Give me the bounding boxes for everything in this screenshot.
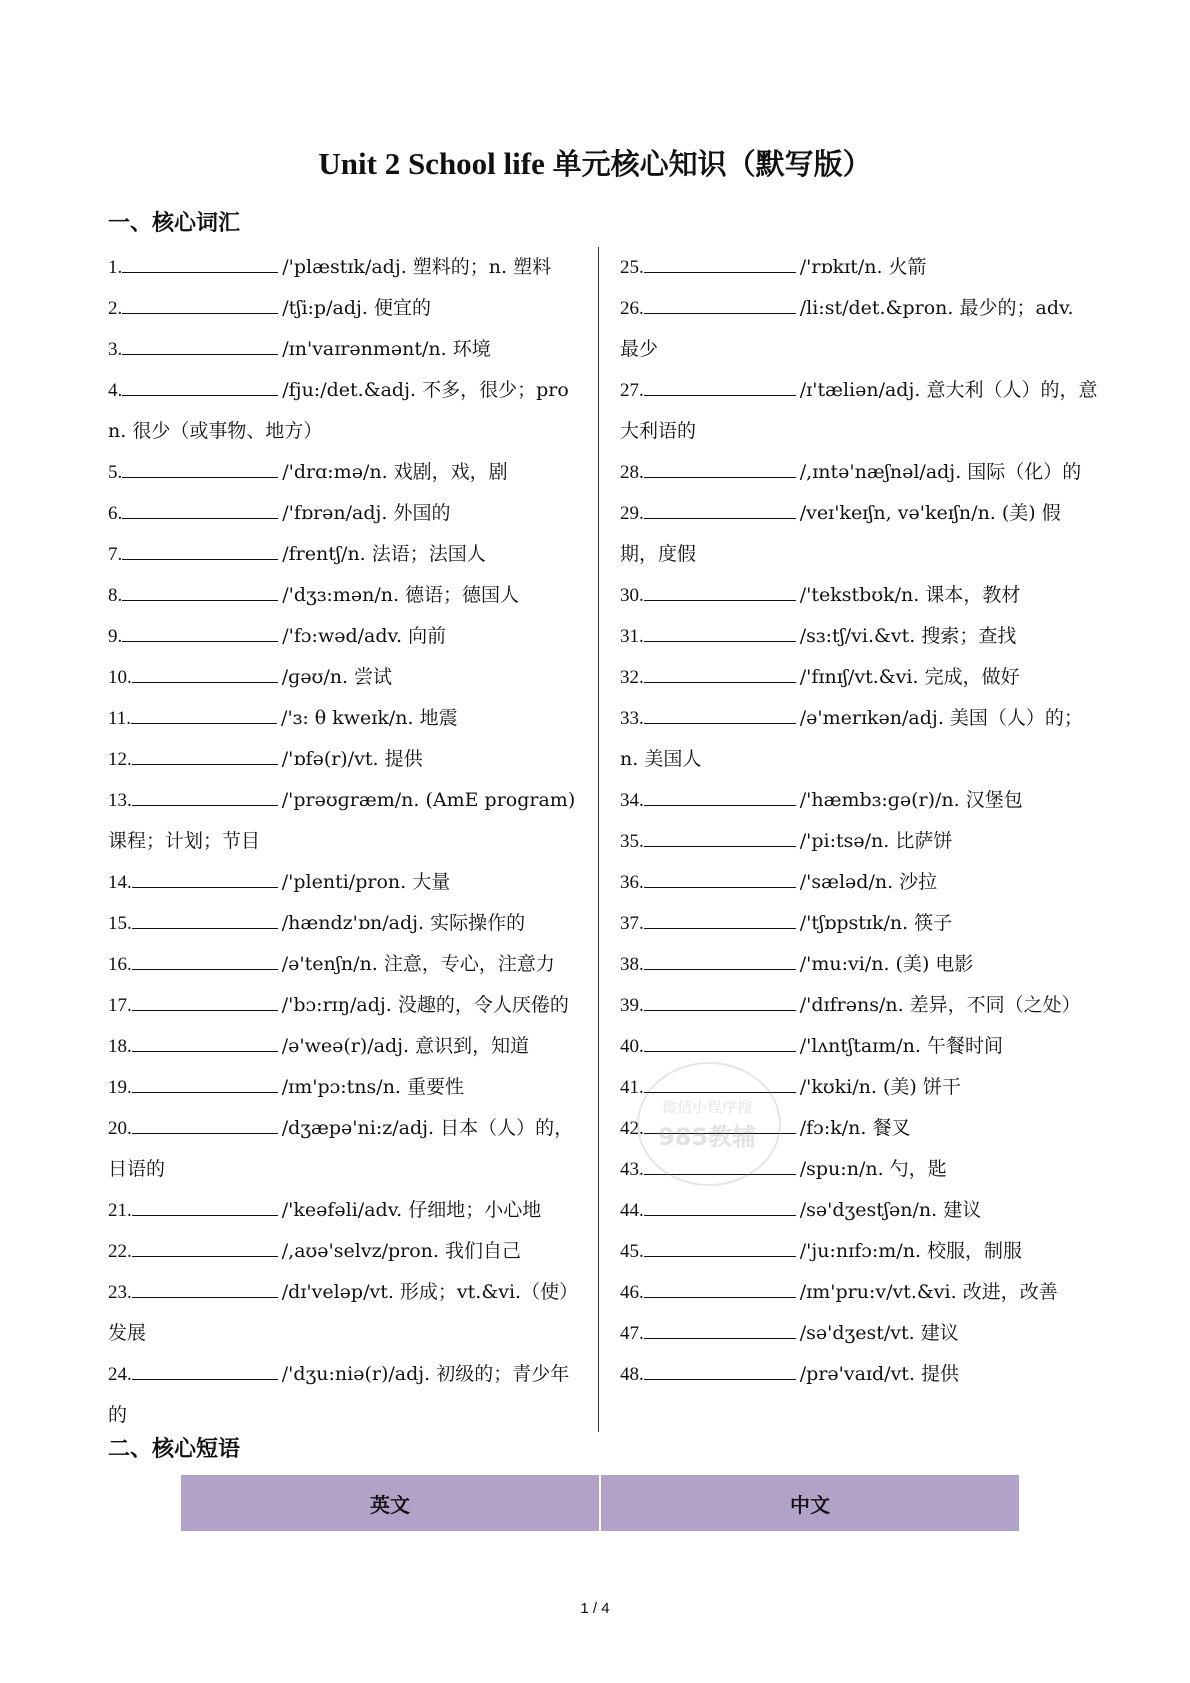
vocab-entry bbox=[620, 247, 1098, 288]
vocab-entry bbox=[108, 657, 580, 698]
vocab-entry bbox=[108, 329, 580, 370]
vocab-number: 24. bbox=[108, 1364, 132, 1385]
vocab-number: 17. bbox=[108, 995, 132, 1016]
vocab-definition: /'prəʊɡræm/n. (AmE program) 课程；计划；节目 bbox=[108, 789, 576, 852]
vocab-definition: /'keəfəli/adv. 仔细地；小心地 bbox=[281, 1199, 542, 1221]
vocab-entry bbox=[108, 780, 580, 862]
watermark-line1: 微信小程序搜 bbox=[661, 1098, 752, 1116]
answer-blank[interactable] bbox=[644, 271, 796, 273]
vocab-entry bbox=[108, 903, 580, 944]
vocab-definition: /,aʊə'selvz/pron. 我们自己 bbox=[281, 1240, 521, 1262]
answer-blank[interactable] bbox=[644, 886, 796, 888]
answer-blank[interactable] bbox=[644, 1173, 796, 1175]
answer-blank[interactable] bbox=[132, 804, 278, 806]
vocab-entry bbox=[108, 739, 580, 780]
answer-blank[interactable] bbox=[122, 394, 278, 396]
answer-blank[interactable] bbox=[644, 1132, 796, 1134]
vocab-definition: /'tʃɒpstɪk/n. 筷子 bbox=[799, 912, 953, 934]
vocab-entry bbox=[108, 370, 580, 452]
vocab-entry bbox=[108, 534, 580, 575]
column-divider bbox=[598, 247, 599, 1432]
vocab-definition: /fɔ:k/n. 餐叉 bbox=[799, 1117, 911, 1139]
vocab-definition: /ə'weə(r)/adj. 意识到，知道 bbox=[281, 1035, 530, 1057]
vocab-entry bbox=[620, 288, 1098, 370]
vocab-definition: /ɡəʊ/n. 尝试 bbox=[281, 666, 393, 688]
vocab-number: 41. bbox=[620, 1077, 644, 1098]
vocab-definition: /fju:/det.&adj. 不多，很少；pron. 很少（或事物、地方） bbox=[108, 379, 569, 442]
answer-blank[interactable] bbox=[122, 353, 278, 355]
vocab-definition: /'fɪnɪʃ/vt.&vi. 完成，做好 bbox=[799, 666, 1020, 688]
vocab-number: 21. bbox=[108, 1200, 132, 1221]
answer-blank[interactable] bbox=[122, 271, 278, 273]
vocab-number: 33. bbox=[620, 708, 644, 729]
answer-blank[interactable] bbox=[644, 968, 796, 970]
vocab-definition: /'ɒfə(r)/vt. 提供 bbox=[281, 748, 423, 770]
vocab-entry bbox=[620, 1354, 1098, 1395]
vocab-definition: /prə'vaɪd/vt. 提供 bbox=[799, 1363, 960, 1385]
vocab-entry bbox=[108, 1108, 580, 1190]
vocab-number: 39. bbox=[620, 995, 644, 1016]
vocab-definition: /ɪm'pru:v/vt.&vi. 改进，改善 bbox=[799, 1281, 1058, 1303]
vocab-number: 28. bbox=[620, 462, 644, 483]
answer-blank[interactable] bbox=[122, 476, 278, 478]
vocab-entry bbox=[620, 452, 1098, 493]
vocab-number: 5. bbox=[108, 462, 123, 483]
vocab-entry bbox=[108, 452, 580, 493]
answer-blank[interactable] bbox=[644, 1009, 796, 1011]
answer-blank[interactable] bbox=[132, 1050, 278, 1052]
vocabulary-columns bbox=[108, 247, 1098, 1432]
answer-blank[interactable] bbox=[644, 1337, 796, 1339]
vocab-entry bbox=[108, 944, 580, 985]
answer-blank[interactable] bbox=[644, 1050, 796, 1052]
vocab-definition: /'bɔ:rɪŋ/adj. 没趣的，令人厌倦的 bbox=[281, 994, 569, 1016]
vocab-number: 43. bbox=[620, 1159, 644, 1180]
answer-blank[interactable] bbox=[132, 1214, 278, 1216]
vocab-number: 9. bbox=[108, 626, 123, 647]
answer-blank[interactable] bbox=[132, 1255, 278, 1257]
vocab-number: 18. bbox=[108, 1036, 132, 1057]
answer-blank[interactable] bbox=[122, 517, 278, 519]
vocab-number: 44. bbox=[620, 1200, 644, 1221]
answer-blank[interactable] bbox=[644, 1296, 796, 1298]
vocab-definition: /'dɪfrəns/n. 差异，不同（之处） bbox=[799, 994, 1081, 1016]
answer-blank[interactable] bbox=[644, 394, 796, 396]
answer-blank[interactable] bbox=[644, 927, 796, 929]
answer-blank[interactable] bbox=[644, 1214, 796, 1216]
vocab-entry bbox=[620, 1067, 1098, 1108]
answer-blank[interactable] bbox=[131, 722, 277, 724]
vocab-entry bbox=[108, 493, 580, 534]
vocab-definition: /'kʊki/n. (美) 饼干 bbox=[799, 1076, 961, 1098]
vocab-definition: /'rɒkɪt/n. 火箭 bbox=[799, 256, 927, 278]
vocab-entry bbox=[620, 985, 1098, 1026]
vocab-entry bbox=[108, 288, 580, 329]
answer-blank[interactable] bbox=[132, 763, 278, 765]
vocab-definition: /,ɪntə'næʃnəl/adj. 国际（化）的 bbox=[799, 461, 1082, 483]
vocab-definition: /tʃi:p/adj. 便宜的 bbox=[282, 297, 431, 319]
vocab-number: 48. bbox=[620, 1364, 644, 1385]
answer-blank[interactable] bbox=[132, 1296, 278, 1298]
vocab-entry bbox=[108, 1231, 580, 1272]
vocab-number: 14. bbox=[108, 872, 132, 893]
vocab-definition: /dɪ'veləp/vt. 形成；vt.&vi.（使）发展 bbox=[108, 1281, 579, 1344]
answer-blank[interactable] bbox=[644, 804, 796, 806]
vocab-number: 29. bbox=[620, 503, 644, 524]
vocab-entry bbox=[620, 1231, 1098, 1272]
vocab-number: 20. bbox=[108, 1118, 132, 1139]
vocab-definition: /ɪn'vaɪrənmənt/n. 环境 bbox=[282, 338, 491, 360]
vocab-definition: /spu:n/n. 勺，匙 bbox=[799, 1158, 947, 1180]
vocab-number: 13. bbox=[108, 790, 132, 811]
vocab-entry bbox=[108, 1354, 580, 1436]
vocab-number: 30. bbox=[620, 585, 644, 606]
section-heading-phrases: 二、核心短语 bbox=[108, 1437, 241, 1462]
vocab-entry bbox=[620, 903, 1098, 944]
watermark-line2: 985教辅 bbox=[657, 1123, 757, 1151]
vocab-definition: /ə'tenʃn/n. 注意，专心，注意力 bbox=[281, 953, 555, 975]
vocab-definition: /'plæstɪk/adj. 塑料的；n. 塑料 bbox=[282, 256, 552, 278]
table-header-english: 英文 bbox=[181, 1475, 599, 1531]
vocab-entry bbox=[108, 1067, 580, 1108]
vocab-entry bbox=[620, 1149, 1098, 1190]
vocab-number: 10. bbox=[108, 667, 132, 688]
vocab-number: 25. bbox=[620, 257, 644, 278]
answer-blank[interactable] bbox=[132, 681, 278, 683]
vocab-definition: /dʒæpə'ni:z/adj. 日本（人）的，日语的 bbox=[108, 1117, 574, 1180]
vocab-number: 3. bbox=[108, 339, 123, 360]
vocab-definition: /ɪm'pɔ:tns/n. 重要性 bbox=[281, 1076, 465, 1098]
vocabulary-right-column bbox=[620, 247, 1098, 1395]
vocab-entry bbox=[108, 1272, 580, 1354]
answer-blank[interactable] bbox=[132, 886, 278, 888]
vocab-number: 42. bbox=[620, 1118, 644, 1139]
vocab-entry bbox=[108, 862, 580, 903]
vocab-number: 36. bbox=[620, 872, 644, 893]
vocab-definition: /sɜ:tʃ/vi.&vt. 搜索；查找 bbox=[799, 625, 1017, 647]
vocab-number: 47. bbox=[620, 1323, 644, 1344]
title-cn: 单元核心知识（默写版） bbox=[552, 147, 872, 181]
vocab-number: 4. bbox=[108, 380, 123, 401]
vocab-definition: /'plenti/pron. 大量 bbox=[281, 871, 451, 893]
vocab-entry bbox=[108, 985, 580, 1026]
vocab-entry bbox=[108, 247, 580, 288]
vocab-definition: /'tekstbʊk/n. 课本，教材 bbox=[799, 584, 1021, 606]
vocab-definition: /'lʌntʃtaɪm/n. 午餐时间 bbox=[799, 1035, 1003, 1057]
vocab-number: 40. bbox=[620, 1036, 644, 1057]
answer-blank[interactable] bbox=[122, 558, 278, 560]
page-title bbox=[0, 142, 1190, 183]
vocab-definition: /'fɒrən/adj. 外国的 bbox=[282, 502, 451, 524]
answer-blank[interactable] bbox=[644, 640, 796, 642]
vocab-number: 45. bbox=[620, 1241, 644, 1262]
vocab-definition: /sə'dʒest/vt. 建议 bbox=[799, 1322, 959, 1344]
vocab-definition: /li:st/det.&pron. 最少的；adv. 最少 bbox=[620, 297, 1074, 360]
vocab-entry bbox=[108, 1026, 580, 1067]
answer-blank[interactable] bbox=[644, 722, 796, 724]
answer-blank[interactable] bbox=[644, 476, 796, 478]
answer-blank[interactable] bbox=[132, 1378, 278, 1380]
vocab-entry bbox=[620, 370, 1098, 452]
vocab-number: 12. bbox=[108, 749, 132, 770]
vocab-definition: /'dʒɜ:mən/n. 德语；德国人 bbox=[282, 584, 520, 606]
vocab-definition: /'sæləd/n. 沙拉 bbox=[799, 871, 938, 893]
vocab-entry bbox=[620, 1026, 1098, 1067]
vocab-definition: /sə'dʒestʃən/n. 建议 bbox=[799, 1199, 982, 1221]
vocab-number: 38. bbox=[620, 954, 644, 975]
vocab-number: 37. bbox=[620, 913, 644, 934]
vocab-entry bbox=[620, 1108, 1098, 1149]
vocab-number: 7. bbox=[108, 544, 123, 565]
vocab-number: 34. bbox=[620, 790, 644, 811]
vocab-entry bbox=[620, 657, 1098, 698]
vocab-entry bbox=[620, 862, 1098, 903]
vocab-number: 23. bbox=[108, 1282, 132, 1303]
vocab-number: 16. bbox=[108, 954, 132, 975]
vocab-entry bbox=[620, 780, 1098, 821]
vocab-number: 2. bbox=[108, 298, 123, 319]
vocab-number: 1. bbox=[108, 257, 123, 278]
vocab-number: 35. bbox=[620, 831, 644, 852]
answer-blank[interactable] bbox=[644, 312, 796, 314]
answer-blank[interactable] bbox=[644, 1255, 796, 1257]
answer-blank[interactable] bbox=[644, 845, 796, 847]
answer-blank[interactable] bbox=[132, 1132, 278, 1134]
answer-blank[interactable] bbox=[644, 681, 796, 683]
section-heading-vocabulary: 一、核心词汇 bbox=[108, 211, 241, 236]
vocab-entry bbox=[620, 1190, 1098, 1231]
vocab-entry bbox=[108, 698, 580, 739]
vocab-definition: /ɪ'tæliən/adj. 意大利（人）的，意大利语的 bbox=[620, 379, 1098, 442]
vocab-definition: /'fɔ:wəd/adv. 向前 bbox=[282, 625, 447, 647]
vocab-entry bbox=[620, 944, 1098, 985]
vocab-number: 22. bbox=[108, 1241, 132, 1262]
vocab-definition: /'ju:nɪfɔ:m/n. 校服，制服 bbox=[799, 1240, 1023, 1262]
vocab-definition: /hændz'ɒn/adj. 实际操作的 bbox=[281, 912, 526, 934]
vocab-entry bbox=[108, 1190, 580, 1231]
answer-blank[interactable] bbox=[122, 312, 278, 314]
vocab-entry bbox=[108, 616, 580, 657]
answer-blank[interactable] bbox=[122, 599, 278, 601]
vocab-entry bbox=[620, 575, 1098, 616]
vocab-definition: /veɪ'keɪʃn, və'keɪʃn/n. (美) 假期，度假 bbox=[620, 502, 1061, 565]
vocab-number: 46. bbox=[620, 1282, 644, 1303]
answer-blank[interactable] bbox=[132, 968, 278, 970]
vocab-number: 15. bbox=[108, 913, 132, 934]
table-header-chinese: 中文 bbox=[599, 1475, 1019, 1531]
vocab-entry bbox=[620, 1272, 1098, 1313]
vocab-definition: /'drɑ:mə/n. 戏剧，戏，剧 bbox=[282, 461, 508, 483]
vocab-number: 19. bbox=[108, 1077, 132, 1098]
vocabulary-left-column bbox=[108, 247, 580, 1436]
vocab-number: 26. bbox=[620, 298, 644, 319]
vocab-entry bbox=[620, 698, 1098, 780]
vocab-definition: /'mu:vi/n. (美) 电影 bbox=[799, 953, 974, 975]
vocab-number: 27. bbox=[620, 380, 644, 401]
answer-blank[interactable] bbox=[132, 1009, 278, 1011]
answer-blank[interactable] bbox=[132, 927, 278, 929]
answer-blank[interactable] bbox=[644, 517, 796, 519]
vocab-number: 11. bbox=[108, 708, 132, 729]
vocab-number: 8. bbox=[108, 585, 123, 606]
answer-blank[interactable] bbox=[644, 1378, 796, 1380]
vocab-definition: /'pi:tsə/n. 比萨饼 bbox=[799, 830, 953, 852]
answer-blank[interactable] bbox=[122, 640, 278, 642]
vocab-number: 6. bbox=[108, 503, 123, 524]
vocab-definition: /'dʒu:niə(r)/adj. 初级的；青少年的 bbox=[108, 1363, 570, 1426]
phrases-table-header bbox=[181, 1475, 1019, 1531]
vocab-entry bbox=[620, 821, 1098, 862]
vocab-entry bbox=[620, 616, 1098, 657]
vocab-entry bbox=[620, 1313, 1098, 1354]
vocab-entry bbox=[108, 575, 580, 616]
vocab-definition: /frentʃ/n. 法语；法国人 bbox=[282, 543, 486, 565]
answer-blank[interactable] bbox=[644, 599, 796, 601]
vocab-entry bbox=[620, 493, 1098, 575]
vocab-number: 31. bbox=[620, 626, 644, 647]
answer-blank[interactable] bbox=[132, 1091, 278, 1093]
vocab-definition: /'ɜ: θ kweɪk/n. 地震 bbox=[281, 707, 458, 729]
title-en: Unit 2 School life bbox=[318, 146, 545, 181]
vocab-definition: /'hæmbɜ:ɡə(r)/n. 汉堡包 bbox=[799, 789, 1023, 811]
page-number: 1 / 4 bbox=[580, 1600, 610, 1617]
vocab-number: 32. bbox=[620, 667, 644, 688]
answer-blank[interactable] bbox=[644, 1091, 796, 1093]
vocab-definition: /ə'merɪkən/adj. 美国（人）的；n. 美国人 bbox=[620, 707, 1083, 770]
